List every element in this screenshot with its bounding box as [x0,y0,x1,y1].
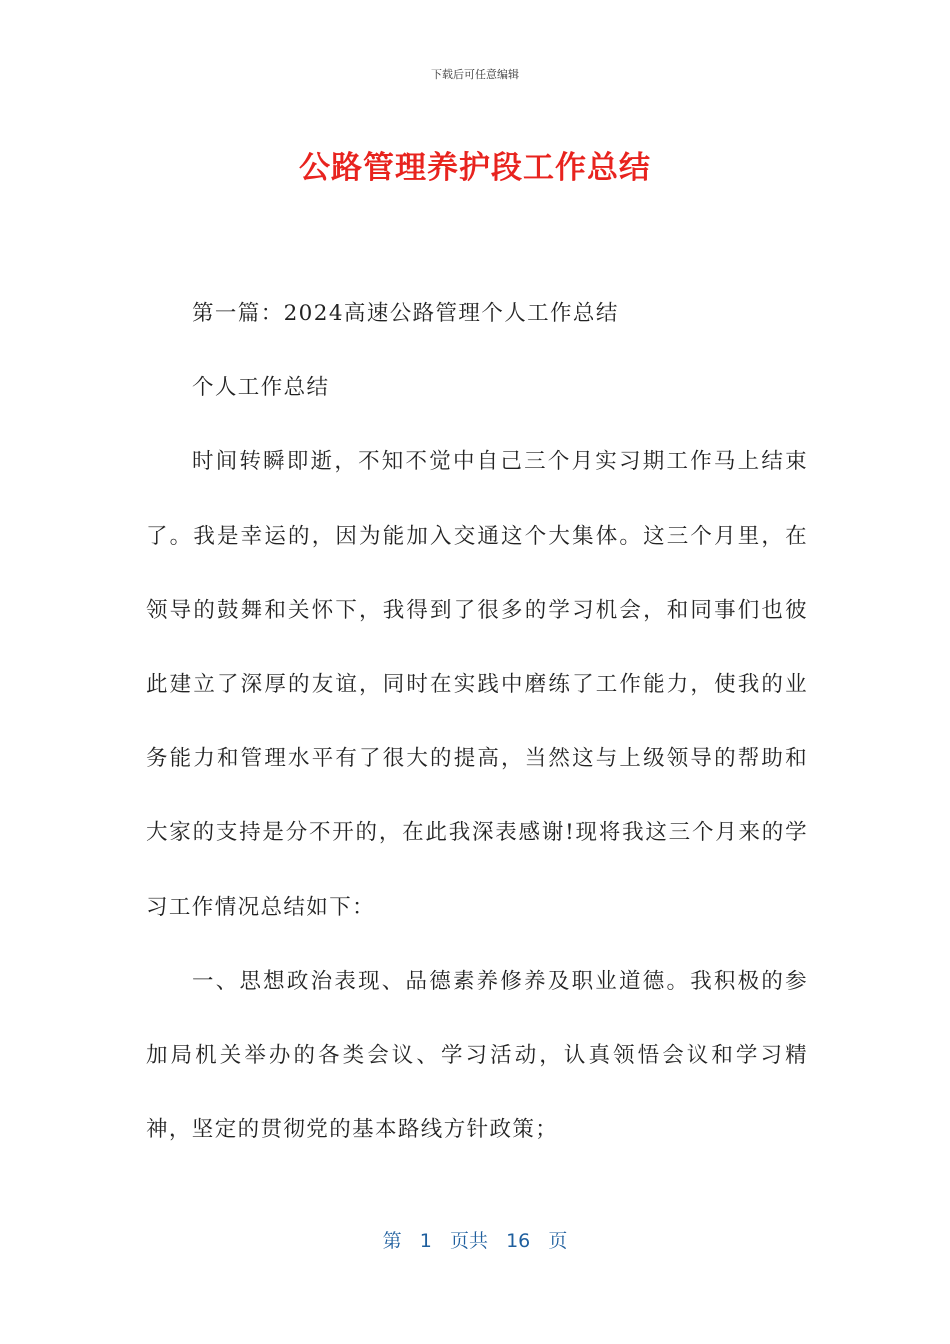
document-body [146,277,808,1167]
document-title: 公路管理养护段工作总结 [299,150,651,186]
header-note: 下载后可任意编辑 [431,68,519,81]
section-heading: 第一篇：2024高速公路管理个人工作总结 [192,301,619,326]
subsection-heading: 个人工作总结 [192,375,330,401]
page-total: 16 [506,1230,531,1252]
page-suffix: 页 [548,1230,568,1252]
body-paragraph: 一、思想政治表现、品德素养修养及职业道德。我积极的参加局机关举办的各类会议、学习活动，认真领悟会议和学习精神，坚定的贯彻党的基本路线方针政策； [146,968,808,1143]
page-middle: 页共 [449,1230,488,1252]
body-paragraph: 时间转瞬即逝，不知不觉中自己三个月实习期工作马上结束了。我是幸运的，因为能加入交通这个大集体。这三个月里，在领导的鼓舞和关怀下，我得到了很多的学习机会，和同事们也彼此建立了深厚的友谊，同时在实践中磨练了工作能力，使我的业务能力和管理水平有了很大的提高，当然这与上级领导的帮助和大家的支持是分不开的，在此我深表感谢!现将我这三个月来的学习工作情况总结如下： [146,449,808,920]
page-footer [0,1226,950,1253]
page-prefix: 第 [382,1230,402,1252]
page-current: 1 [419,1230,432,1252]
